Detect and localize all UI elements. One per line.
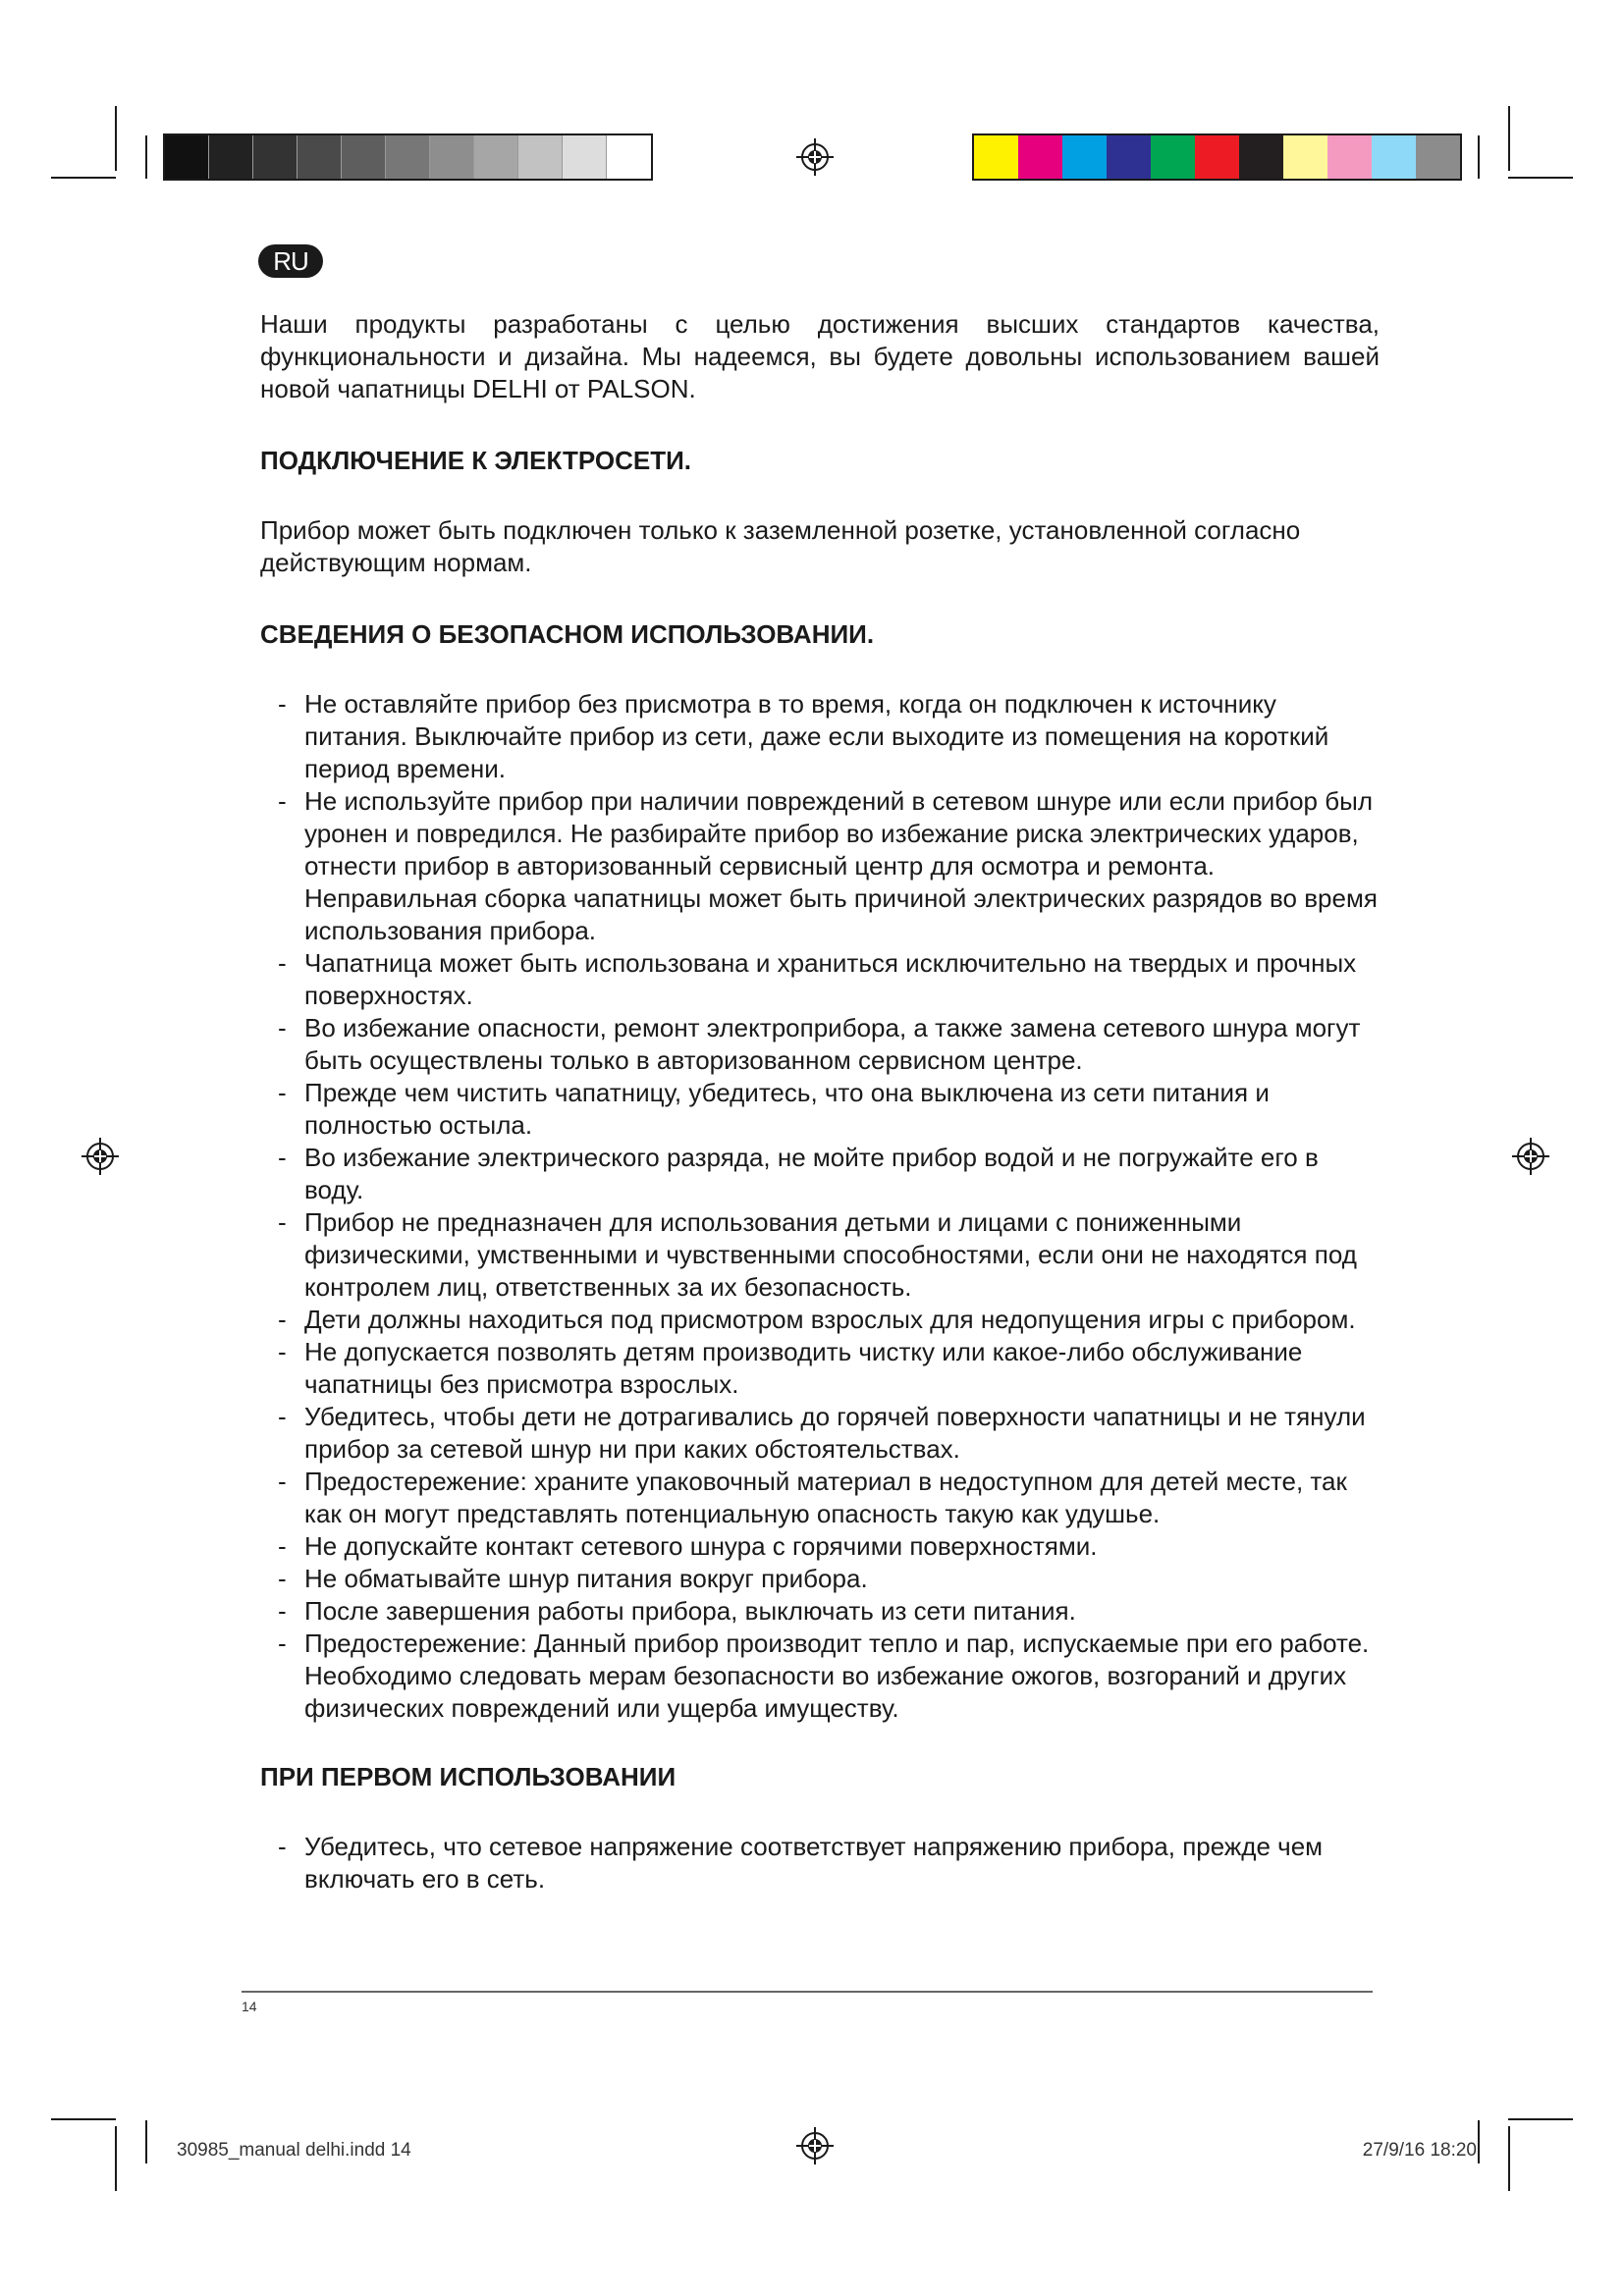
color-swatch (974, 135, 1018, 179)
gray-swatch (563, 135, 607, 179)
bullet-dash: - (278, 786, 287, 816)
crop-mark (115, 106, 117, 171)
list-item-text: Не используйте прибор при наличии повреждений в сетевом шнуре или если прибор был уронен и повредился. Не разбирайте прибор во избежание риска электрических ударов, отнести прибор в авторизованный сервисный центр для осмотра и ремонта. Неправильная сборка чапатницы может быть причиной электрических разрядов во время использования прибора. (304, 786, 1378, 945)
list-item (260, 1563, 1380, 1595)
list-item-text: Не допускайте контакт сетевого шнура с горячими поверхностями. (304, 1531, 1098, 1561)
color-swatch (1107, 135, 1151, 179)
list-item (260, 1336, 1380, 1401)
color-swatch (1018, 135, 1062, 179)
list-item-text: После завершения работы прибора, выключать из сети питания. (304, 1596, 1076, 1626)
list-item (260, 1401, 1380, 1466)
crop-mark (51, 2118, 116, 2120)
gray-swatch (474, 135, 518, 179)
color-swatch (1372, 135, 1416, 179)
registration-mark-icon (81, 1137, 120, 1176)
bullet-dash: - (278, 948, 287, 978)
gray-swatch (298, 135, 342, 179)
crop-mark (1508, 177, 1573, 179)
section-title-first-use: ПРИ ПЕРВОМ ИСПОЛЬЗОВАНИИ (260, 1762, 677, 1791)
intro-paragraph: Наши продукты разработаны с целью достижения высших стандартов качества, функциональности и дизайна. Мы надеемся, вы будете довольны использованием вашей новой чапатницы DELHI от PALSON. (260, 309, 1380, 403)
gray-swatch (342, 135, 386, 179)
list-item-text: Прибор не предназначен для использования детьми и лицами с пониженными физическими, умственными и чувственными способностями, если они не находятся под контролем лиц, ответственных за их безопасность. (304, 1207, 1357, 1302)
color-swatch (1416, 135, 1460, 179)
list-item-text: Не обматывайте шнур питания вокруг прибора. (304, 1564, 868, 1593)
list-item (260, 1142, 1380, 1206)
language-badge: RU (258, 244, 323, 278)
list-item (260, 1304, 1380, 1336)
list-item (260, 1012, 1380, 1077)
bullet-dash: - (278, 1305, 287, 1334)
gray-swatch (430, 135, 474, 179)
slug-file-name: 30985_manual delhi.indd 14 (177, 2140, 411, 2161)
gray-swatch (607, 135, 651, 179)
gray-swatch (386, 135, 430, 179)
list-item (260, 1530, 1380, 1563)
color-swatch (1151, 135, 1195, 179)
list-item-text: Не оставляйте прибор без присмотра в то время, когда он подключен к источнику питания. Выключайте прибор из сети, даже если выходите из помещения на короткий период времени. (304, 689, 1329, 783)
crop-mark (145, 135, 147, 179)
list-item (260, 1466, 1380, 1530)
list-item (260, 1206, 1380, 1304)
list-item-text: Убедитесь, чтобы дети не дотрагивались до горячей поверхности чапатницы и не тянули прибор за сетевой шнур ни при каких обстоятельствах. (304, 1402, 1366, 1464)
bullet-dash: - (278, 1531, 287, 1561)
gray-swatch (253, 135, 298, 179)
list-item (260, 947, 1380, 1012)
safety-list (260, 688, 1380, 1725)
section-title-safety: СВЕДЕНИЯ О БЕЗОПАСНОМ ИСПОЛЬЗОВАНИИ. (260, 619, 875, 649)
page-number: 14 (242, 1999, 257, 2014)
registration-mark-icon (795, 2126, 835, 2165)
list-item (260, 785, 1380, 947)
color-swatch (1283, 135, 1327, 179)
list-item (260, 1831, 1380, 1896)
registration-mark-icon (1511, 1137, 1550, 1176)
bullet-dash: - (278, 1013, 287, 1042)
crop-mark (51, 177, 116, 179)
color-swatch (1195, 135, 1239, 179)
list-item (260, 1628, 1380, 1725)
list-item (260, 1595, 1380, 1628)
list-item-text: Предостережение: храните упаковочный материал в недоступном для детей месте, так как он могут представлять потенциальную опасность такую как удушье. (304, 1467, 1347, 1528)
registration-mark-icon (795, 137, 835, 177)
bullet-dash: - (278, 1629, 287, 1658)
bullet-dash: - (278, 1564, 287, 1593)
crop-mark (1508, 2126, 1510, 2191)
list-item-text: Во избежание опасности, ремонт электроприбора, а также замена сетевого шнура могут быть осуществлены только в авторизованном сервисном центре. (304, 1013, 1361, 1075)
color-swatch (1239, 135, 1283, 179)
gray-swatch (518, 135, 563, 179)
color-swatch (1062, 135, 1107, 179)
bullet-dash: - (278, 689, 287, 719)
bullet-dash: - (278, 1078, 287, 1107)
list-item (260, 688, 1380, 785)
manual-content (260, 308, 1380, 1896)
list-item-text: Не допускается позволять детям производить чистку или какое-либо обслуживание чапатницы без присмотра взрослых. (304, 1337, 1303, 1399)
section-title-power-connection: ПОДКЛЮЧЕНИЕ К ЭЛЕКТРОСЕТИ. (260, 446, 692, 475)
crop-mark (1478, 135, 1480, 179)
bullet-dash: - (278, 1207, 287, 1237)
list-item-text: Прежде чем чистить чапатницу, убедитесь, что она выключена из сети питания и полностью остыла. (304, 1078, 1270, 1140)
bullet-dash: - (278, 1143, 287, 1172)
grayscale-calibration-bar (163, 133, 653, 181)
list-item (260, 1077, 1380, 1142)
color-swatch (1327, 135, 1372, 179)
bullet-dash: - (278, 1337, 287, 1366)
list-item-text: Во избежание электрического разряда, не мойте прибор водой и не погружайте его в воду. (304, 1143, 1319, 1204)
first-use-list (260, 1831, 1380, 1896)
section-text-power-connection: Прибор может быть подключен только к заземленной розетке, установленной согласно действующим нормам. (260, 515, 1301, 577)
color-calibration-bar (972, 133, 1462, 181)
slug-date-time: 27/9/16 18:20 (1362, 2140, 1477, 2161)
crop-mark (1478, 2120, 1480, 2163)
bullet-dash: - (278, 1402, 287, 1431)
crop-mark (115, 2126, 117, 2191)
bullet-dash: - (278, 1596, 287, 1626)
list-item-text: Дети должны находиться под присмотром взрослых для недопущения игры с прибором. (304, 1305, 1356, 1334)
gray-swatch (165, 135, 209, 179)
crop-mark (1508, 2118, 1573, 2120)
bullet-dash: - (278, 1832, 287, 1861)
footer-rule (242, 1991, 1373, 1993)
gray-swatch (209, 135, 253, 179)
bullet-dash: - (278, 1467, 287, 1496)
list-item-text: Убедитесь, что сетевое напряжение соответствует напряжению прибора, прежде чем включать его в сеть. (304, 1832, 1324, 1894)
list-item-text: Чапатница может быть использована и храниться исключительно на твердых и прочных поверхностях. (304, 948, 1357, 1010)
crop-mark (1508, 106, 1510, 171)
crop-mark (145, 2120, 147, 2163)
list-item-text: Предостережение: Данный прибор производит тепло и пар, испускаемые при его работе. Необходимо следовать мерам безопасности во избежание ожогов, возгораний и других физических повреждений или ущерба имуществу. (304, 1629, 1370, 1723)
